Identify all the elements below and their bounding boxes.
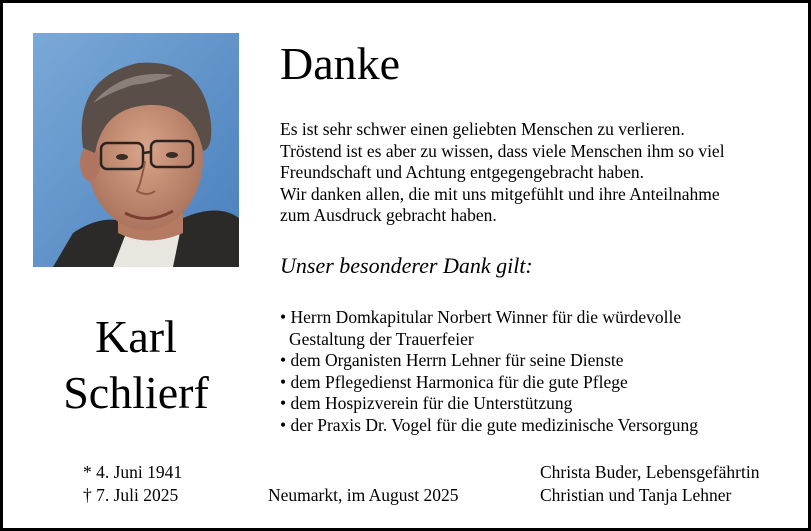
thanks-item-continuation: Gestaltung der Trauerfeier [289,328,474,349]
intro-line: Freundschaft und Achtung entgegengebracht haben. [280,162,644,183]
thanks-item: • dem Organisten Herrn Lehner für seine Dienste [280,350,624,371]
notice-title: Danke [280,38,401,89]
intro-line: Tröstend ist es aber zu wissen, dass viele Menschen ihm so viel [280,140,725,161]
death-date: † 7. Juli 2025 [83,485,179,505]
thanks-list [280,307,790,437]
intro-paragraph [280,119,790,227]
portrait-image [33,33,239,267]
intro-line: Wir danken allen, die mit uns mitgefühlt und ihre Anteilnahme [280,183,720,204]
mourner-name: Christa Buder, Lebensgefährtin [540,462,760,482]
deceased-last-name: Schlierf [63,367,209,418]
thanks-item: • Herrn Domkapitular Norbert Winner für die würdevolle [280,307,682,327]
portrait-photo [33,33,239,267]
intro-line: Es ist sehr schwer einen geliebten Menschen zu verlieren. [280,119,685,139]
birth-date: * 4. Juni 1941 [83,462,183,482]
thanks-item: • dem Pflegedienst Harmonica für die gute Pflege [280,371,628,392]
special-thanks-heading: Unser besonderer Dank gilt: [280,253,533,278]
deceased-first-name: Karl [95,311,177,362]
intro-line: zum Ausdruck gebracht haben. [280,205,497,226]
mourner-name: Christian und Tanja Lehner [540,485,732,505]
thanks-item: • dem Hospizverein für die Unterstützung [280,393,573,414]
place-and-date: Neumarkt, im August 2025 [268,485,459,505]
thanks-item: • der Praxis Dr. Vogel für die gute medizinische Versorgung [280,414,698,435]
